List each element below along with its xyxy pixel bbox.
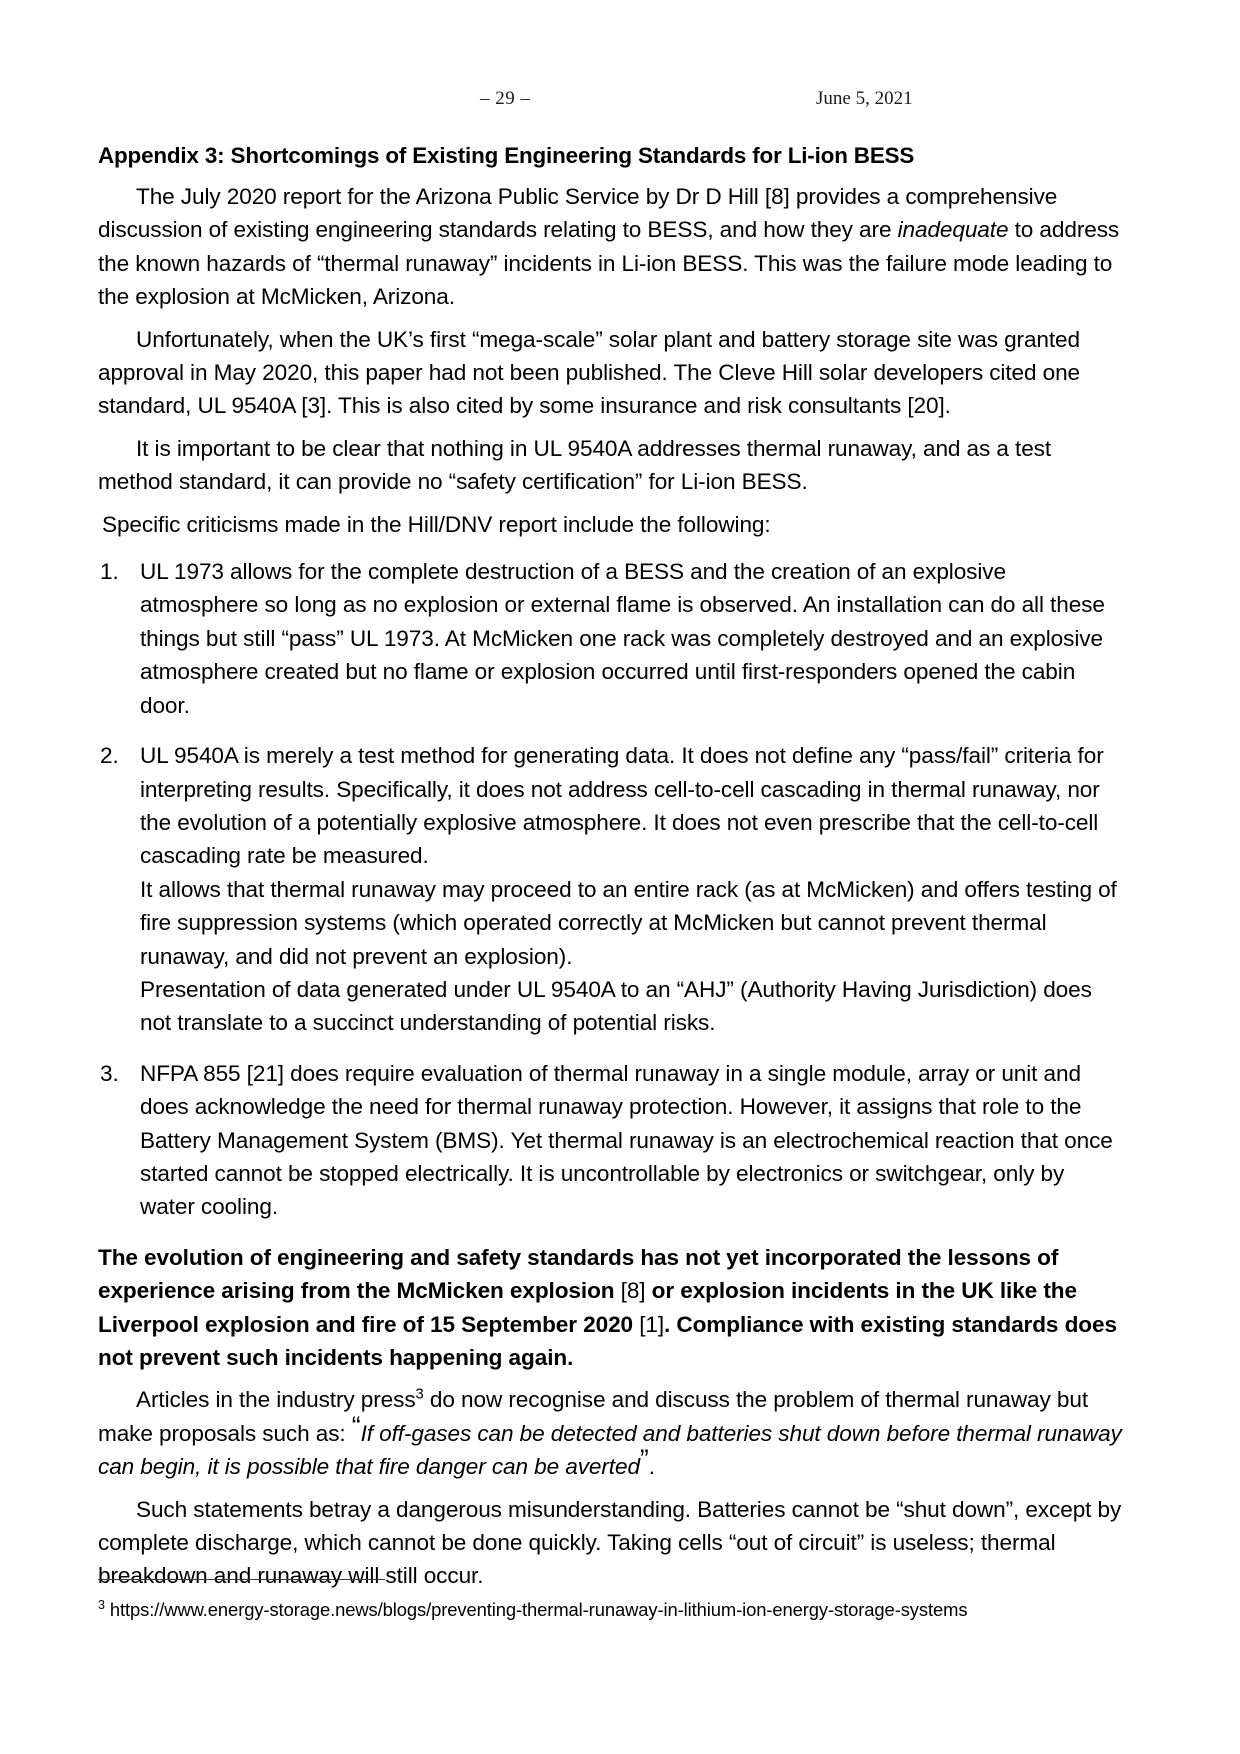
document-body	[98, 140, 1122, 1593]
blockquote-text: If off-gases can be detected and batteries shut down before thermal runaway can begin, it is possible that fire danger can be averted	[98, 1420, 1122, 1480]
footnote-area	[98, 1579, 1122, 1622]
paragraph-intro-part2: to address the known hazards of “thermal runaway” incidents in Li-ion BESS. This was the failure mode leading to the explosion at McMicken, Arizona.	[98, 217, 1120, 310]
footnote-number: 3	[98, 1597, 105, 1612]
emphasis-inadequate: inadequate	[897, 217, 1009, 243]
conclusion-text-1: The evolution of engineering and safety standards has not yet incorporated the lessons of experience arising from the McMicken explosion	[98, 1244, 1059, 1304]
paragraph-intro	[98, 180, 1122, 314]
list-item-block: Presentation of data generated under UL 9540A to an “AHJ” (Authority Having Jurisdiction) does not translate to a succinct understanding of potential risks.	[140, 976, 1092, 1036]
conclusion-text-3: . Compliance with existing standards does not prevent such incidents happening again.	[98, 1311, 1117, 1370]
citation-ref-8: [8]	[620, 1278, 646, 1304]
citation-ref-1: [1]	[639, 1311, 665, 1337]
industry-press-text-3: .	[648, 1454, 655, 1480]
footnote-marker-ref: 3	[415, 1386, 424, 1403]
conclusion-text-2: or explosion incidents in the UK like the Liverpool explosion and fire of 15 September 2020	[98, 1278, 1077, 1337]
list-item-block: UL 9540A is merely a test method for generating data. It does not define any “pass/fail” criteria for interpreting results. Specifically, it does not address cell-to-cell cascading in thermal runaway, nor the evolution of a potentially explosive atmosphere. It does not even prescribe that the cell-to-cell cascading rate be measured.	[140, 743, 1104, 869]
list-item-block: It allows that thermal runaway may proceed to an entire rack (as at McMicken) and offers testing of fire suppression systems (which operated correctly at McMicken but cannot prevent thermal runaway, and did not prevent an explosion).	[140, 876, 1117, 969]
paragraph-criticisms-lead: Specific criticisms made in the Hill/DNV report include the following:	[102, 511, 771, 537]
paragraph-final: Such statements betray a dangerous misunderstanding. Batteries cannot be “shut down”, except by complete discharge, which cannot be done quickly. Taking cells “out of circuit” is useless; thermal breakdown and runaway will still occur.	[98, 1496, 1122, 1589]
document-date: June 5, 2021	[816, 88, 913, 109]
paragraph-cleve-hill: Unfortunately, when the UK’s first “mega-scale” solar plant and battery storage site was granted approval in May 2020, this paper had not been published. The Cleve Hill solar developers cited one standard, UL 9540A [3]. This is also cited by some insurance and risk consultants [20].	[98, 326, 1081, 419]
paragraph-ul9540a: It is important to be clear that nothing in UL 9540A addresses thermal runaway, and as a test method standard, it can provide no “safety certification” for Li-ion BESS.	[98, 435, 1052, 495]
list-item-block: NFPA 855 [21] does require evaluation of thermal runaway in a single module, array or unit and does acknowledge the need for thermal runaway protection. However, it assigns that role to the Battery Management System (BMS). Yet thermal runaway is an electrochemical reaction that once started cannot be stopped electrically. It is uncontrollable by electronics or switchgear, only by water cooling.	[140, 1060, 1113, 1220]
page-number: – 29 –	[480, 88, 531, 109]
list-item	[98, 739, 1122, 1040]
criticisms-list	[98, 555, 1122, 1224]
footnote-entry	[98, 1597, 1122, 1622]
running-header	[98, 88, 1122, 132]
list-item	[98, 1057, 1122, 1224]
appendix-title: Appendix 3: Shortcomings of Existing Engineering Standards for Li-ion BESS	[98, 143, 915, 168]
footnote-separator-rule	[98, 1579, 385, 1580]
paragraph-conclusion-bold	[98, 1241, 1122, 1375]
industry-press-text-2: do now recognise and discuss the problem of thermal runaway but make proposals such as:	[98, 1387, 1089, 1446]
paragraph-intro-part1: The July 2020 report for the Arizona Public Service by Dr D Hill [8] provides a comprehensive discussion of existing engineering standards relating to BESS, and how they are	[98, 184, 1058, 243]
industry-press-text-1: Articles in the industry press	[136, 1387, 416, 1413]
list-item-block: UL 1973 allows for the complete destruction of a BESS and the creation of an explosive atmosphere so long as no explosion or external flame is observed. An installation can do all these things but still “pass” UL 1973. At McMicken one rack was completely destroyed and an explosive atmosphere created but no flame or explosion occurred until first-responders opened the cabin door.	[140, 559, 1105, 718]
close-quote-mark: ”	[639, 1444, 649, 1475]
open-quote-mark: “	[351, 1410, 361, 1441]
list-item	[98, 555, 1122, 722]
paragraph-industry-press	[98, 1383, 1122, 1483]
footnote-url[interactable]: https://www.energy-storage.news/blogs/preventing-thermal-runaway-in-lithium-ion-energy-storage-systems	[104, 1599, 968, 1620]
